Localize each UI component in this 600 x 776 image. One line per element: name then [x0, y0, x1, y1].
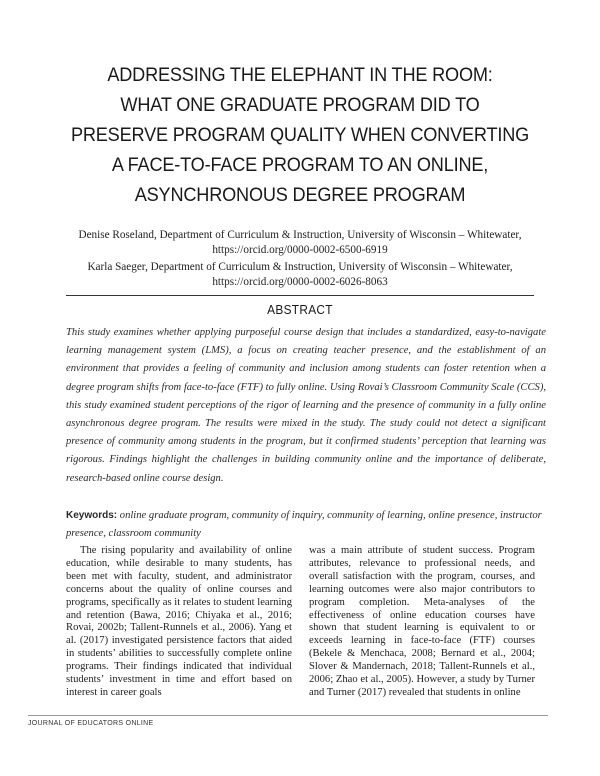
body-left-column: The rising popularity and availability of online education, while desirable to many students, has been met with faculty, student, and administrator concerns about the quality of online courses and programs, specifically as it relates to student learning and retention (Bawa, 2016; Chiyaka et al., 2016; Rovai, 2002b; Tallent-Runnels et al., 2006). Yang et al. (2017) investigated persistence factors that aided in students’ abilities to successfully complete online programs. Their findings indicated that individual students’ investment in time and effort based on interest in career goals — [66, 545, 292, 698]
paper-title — [58, 60, 542, 210]
title-line-5: ASYNCHRONOUS DEGREE PROGRAM — [134, 184, 466, 206]
author-orcid-link[interactable]: https://orcid.org/0000-0002-6026-8063 — [212, 276, 388, 288]
title-line-3: PRESERVE PROGRAM QUALITY WHEN CONVERTING — [70, 124, 530, 146]
title-line-2: WHAT ONE GRADUATE PROGRAM DID TO — [120, 94, 480, 116]
keywords-label: Keywords: — [66, 510, 118, 521]
keywords-text: online graduate program, community of inquiry, community of learning, online presence, instructor presence, classroom community — [66, 510, 542, 540]
journal-footer: JOURNAL OF EDUCATORS ONLINE — [28, 720, 154, 727]
footer-divider — [28, 715, 548, 716]
keywords — [66, 507, 550, 543]
title-line-1: ADDRESSING THE ELEPHANT IN THE ROOM: — [107, 64, 493, 86]
body-right-column: was a main attribute of student success. Program attributes, relevance to professional needs, and overall satisfaction with the program, courses, and learning outcomes were also major contributors to program completion. Meta-analyses of the effectiveness of online education courses have shown that student learning is equivalent to or exceeds learning in face-to-face (FTF) courses (Bekele & Menchaca, 2008; Bernard et al., 2004; Slover & Mandernach, 2018; Tallent-Runnels et al., 2006; Zhao et al., 2005). However, a study by Turner and Turner (2017) revealed that students in online — [309, 545, 535, 698]
author-block-roseland — [40, 228, 560, 258]
author-orcid-link[interactable]: https://orcid.org/0000-0002-6500-6919 — [212, 244, 388, 256]
title-line-4: A FACE-TO-FACE PROGRAM TO AN ONLINE, — [111, 154, 489, 176]
abstract-heading: ABSTRACT — [267, 303, 333, 317]
author-block-saeger — [40, 260, 560, 290]
author-affiliation: Denise Roseland, Department of Curriculum & Instruction, University of Wisconsin – Whitewater, — [78, 229, 522, 241]
author-affiliation: Karla Saeger, Department of Curriculum & Instruction, University of Wisconsin – Whitewater, — [87, 261, 513, 273]
abstract-text: This study examines whether applying purposeful course design that includes a standardized, easy-to-navigate learning management system (LMS), a focus on creating teacher presence, and the establishment of an environment that provides a feeling of community and inclusion among students can foster retention when a degree program shifts from face-to-face (FTF) to fully online. Using Rovai’s Classroom Community Scale (CCS), this study examined student perceptions of the rigor of learning and the presence of community in a fully online asynchronous degree program. The results were mixed in the study. The study could not detect a significant presence of community among students in the program, but it confirmed students’ perception that learning was rigorous. Findings highlight the challenges in building community online and the importance of deliberate, research-based online course design. — [66, 327, 546, 484]
header-divider — [66, 295, 534, 296]
